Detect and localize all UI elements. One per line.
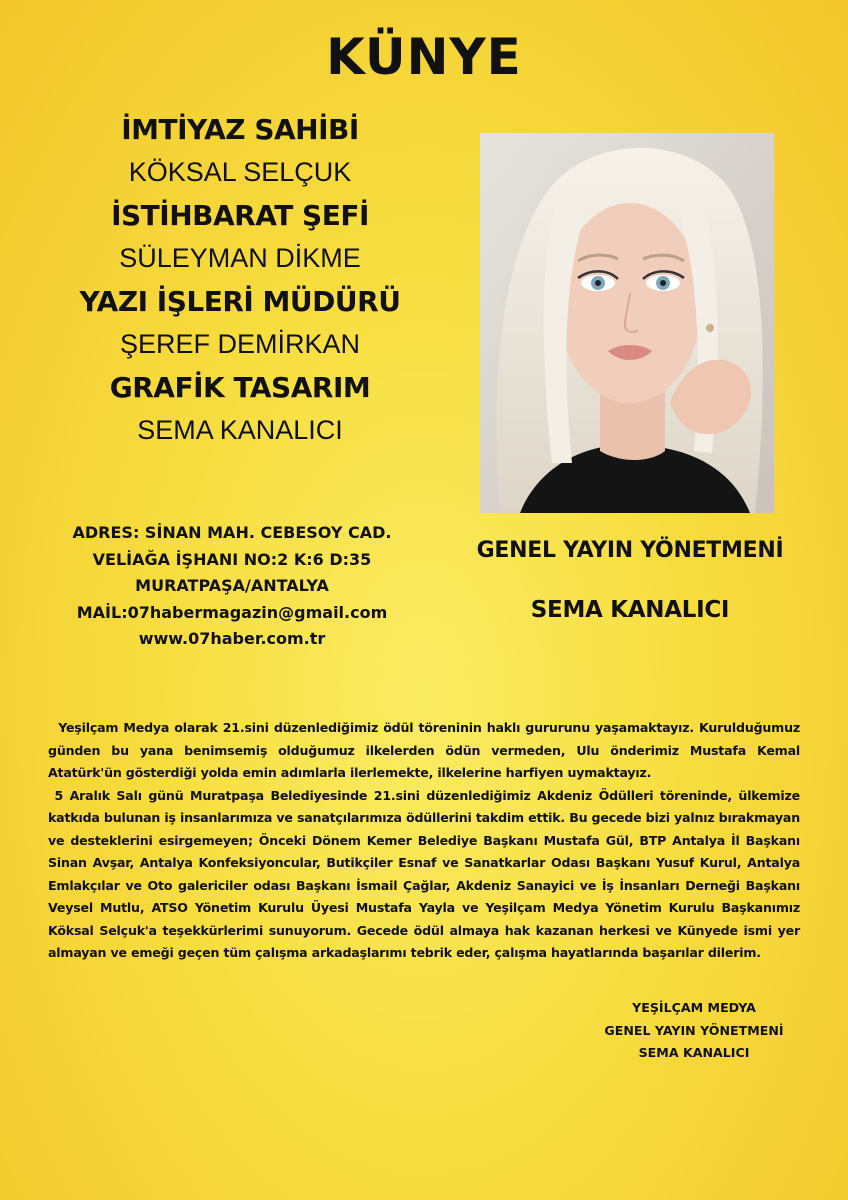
signature-line: YEŞİLÇAM MEDYA: [632, 1000, 756, 1015]
page-title: KÜNYE: [326, 28, 522, 86]
website-text: www.07haber.com.tr: [138, 629, 326, 648]
staff-role: İMTİYAZ SAHİBİ: [121, 113, 359, 146]
signature-block: [584, 997, 804, 1065]
staff-role: İSTİHBARAT ŞEFİ: [111, 199, 369, 232]
editor-role: GENEL YAYIN YÖNETMENİ: [476, 538, 784, 563]
email-text: MAİL:07habermagazin@gmail.com: [76, 602, 388, 622]
portrait-illustration: [480, 133, 774, 513]
statement-paragraph: Yeşilçam Medya olarak 21.sini düzenlediğimiz ödül töreninin haklı gururunu yaşamaktayız. Kurulduğumuz günden bu yana benimsemiş olduğumuz ilkelerden ödün vermeden, Ulu önderimiz Mustafa Kemal Atatürk'ün gösterdiği yolda emin adımlarla ilerlemekte, ilkelerine harfiyen uymaktayız.: [48, 720, 805, 780]
editor-in-chief-block: [446, 538, 814, 623]
signature-line: SEMA KANALICI: [638, 1045, 750, 1060]
staff-name: KÖKSAL SELÇUK: [128, 157, 352, 187]
address-line: MURATPAŞA/ANTALYA: [135, 576, 329, 595]
staff-role: YAZI İŞLERİ MÜDÜRÜ: [79, 285, 401, 318]
editor-name: SEMA KANALICI: [530, 597, 730, 623]
staff-name: SEMA KANALICI: [137, 415, 343, 445]
staff-role: GRAFİK TASARIM: [109, 371, 371, 404]
staff-list: [40, 114, 440, 458]
statement-paragraph: 5 Aralık Salı günü Muratpaşa Belediyesinde 21.sini düzenlediğimiz Akdeniz Ödülleri töreninde, ülkemize katkıda bulunan iş insanlarımıza ve sanatçılarımıza ödüllerini takdim ettik. Bu gecede bizi yalnız bırakmayan ve desteklerini esirgemeyen; Önceki Dönem Kemer Belediye Başkanı Mustafa Gül, BTP Antalya İl Başkanı Sinan Avşar, Antalya Konfeksiyoncular, Butikçiler Esnaf ve Sanatkarlar Odası Başkanı Yusuf Kurul, Antalya Emlakçılar ve Oto galericiler odası Başkanı İsmail Çağlar, Akdeniz Sanayici ve İş İnsanları Derneği Başkanı Veysel Mutlu, ATSO Yönetim Kurulu Üyesi Mustafa Yayla ve Yeşilçam Medya Yönetim Kurulu Başkanımız Köksal Selçuk'a teşekkürlerimi sunuyorum. Gecede ödül almaya hak kazanan herkesi ve Künyede ismi yer almayan ve emeği geçen tüm çalışma arkadaşlarımı tebrik eder, çalışma hayatlarında başarılar dilerim.: [48, 787, 805, 960]
address-block: [40, 520, 424, 653]
staff-name: ŞEREF DEMİRKAN: [119, 329, 361, 359]
staff-name: SÜLEYMAN DİKME: [119, 243, 361, 273]
address-line: ADRES: SİNAN MAH. CEBESOY CAD.: [72, 523, 392, 542]
signature-line: GENEL YAYIN YÖNETMENİ: [604, 1022, 784, 1038]
editor-portrait-photo: [480, 133, 774, 513]
address-line: VELİAĞA İŞHANI NO:2 K:6 D:35: [92, 549, 372, 569]
statement-text: [48, 717, 805, 965]
